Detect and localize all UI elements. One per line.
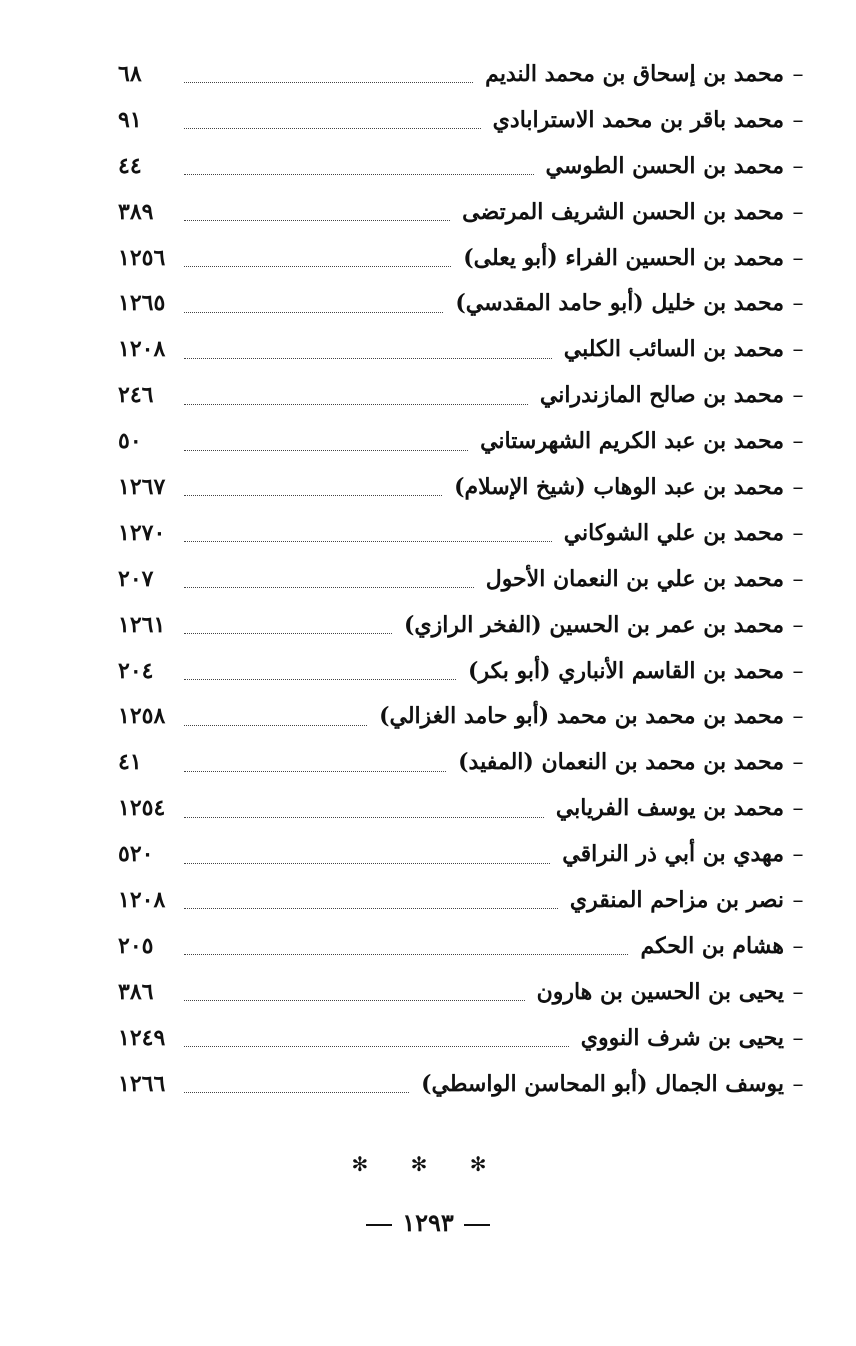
entry-name: مهدي بن أبي ذر النراقي	[562, 841, 784, 868]
dot-leader	[184, 725, 367, 726]
entry-name: محمد بن القاسم الأنباري (أبو بكر)	[468, 657, 784, 684]
entry-page-number: ١٢٠٨	[118, 336, 166, 363]
index-entry	[118, 1062, 808, 1108]
entry-page-number: ٦٨	[118, 61, 142, 87]
entry-name: محمد بن الحسن الشريف المرتضى	[462, 198, 784, 225]
entry-page-number: ٥٠	[118, 428, 142, 455]
entry-page-number: ١٢٥٦	[118, 244, 166, 271]
entry-name: يحيى بن شرف النووي	[580, 1024, 784, 1051]
entry-page-number: ١٢٥٤	[118, 795, 166, 822]
index-list	[118, 52, 808, 1107]
entry-name: محمد بن علي بن النعمان الأحول	[485, 565, 784, 592]
dot-leader	[184, 908, 558, 909]
entry-name: محمد بن السائب الكلبي	[563, 336, 784, 363]
entry-page-number: ١٢٧٠	[118, 519, 166, 546]
entry-dash: –	[792, 291, 804, 317]
dot-leader	[184, 266, 451, 267]
entry-name: هشام بن الحكم	[640, 932, 784, 959]
dot-leader	[184, 587, 474, 588]
dot-leader	[184, 450, 468, 451]
folio-rule-left	[366, 1224, 392, 1226]
page-number-footer	[0, 1208, 856, 1237]
dot-leader	[184, 128, 481, 129]
entry-name: محمد بن يوسف الفريابي	[555, 795, 784, 822]
dot-leader	[184, 863, 550, 864]
dot-leader	[184, 1046, 569, 1047]
index-entry	[118, 144, 808, 190]
entry-page-number: ١٢٦٦	[118, 1070, 166, 1097]
entry-name: محمد بن خليل (أبو حامد المقدسي)	[455, 290, 784, 317]
entry-dash: –	[792, 520, 804, 546]
entry-dash: –	[792, 842, 804, 868]
entry-page-number: ٢٠٤	[118, 657, 154, 684]
dot-leader	[184, 404, 528, 405]
entry-dash: –	[792, 750, 804, 776]
dot-leader	[184, 82, 473, 83]
index-entry	[118, 1016, 808, 1062]
index-entry	[118, 924, 808, 970]
entry-name: محمد بن الحسين الفراء (أبو يعلى)	[463, 244, 784, 271]
page-number: ١٢٩٣	[402, 1208, 454, 1237]
dot-leader	[184, 633, 392, 634]
entry-dash: –	[792, 658, 804, 684]
entry-dash: –	[792, 429, 804, 455]
entry-dash: –	[792, 566, 804, 592]
entry-name: محمد باقر بن محمد الاسترابادي	[492, 106, 784, 133]
section-ornament: ✻ ✻ ✻	[351, 1152, 505, 1176]
entry-page-number: ١٢٥٨	[118, 703, 166, 730]
entry-page-number: ٥٢٠	[118, 841, 154, 868]
index-entry	[118, 373, 808, 419]
index-entry	[118, 970, 808, 1016]
index-entry	[118, 419, 808, 465]
entry-page-number: ٤١	[118, 749, 142, 776]
index-entry	[118, 511, 808, 557]
entry-page-number: ٩١	[118, 106, 142, 133]
entry-dash: –	[792, 933, 804, 959]
entry-page-number: ٢٠٧	[118, 565, 154, 592]
entry-dash: –	[792, 796, 804, 822]
entry-dash: –	[792, 62, 804, 87]
entry-name: محمد بن محمد بن النعمان (المفيد)	[458, 749, 784, 776]
entry-page-number: ١٢٠٨	[118, 887, 166, 914]
entry-dash: –	[792, 337, 804, 363]
entry-name: محمد بن إسحاق بن محمد النديم	[485, 61, 784, 87]
index-entry	[118, 832, 808, 878]
entry-dash: –	[792, 612, 804, 638]
entry-page-number: ٤٤	[118, 152, 142, 179]
entry-dash: –	[792, 153, 804, 179]
entry-page-number: ١٢٦٧	[118, 474, 166, 501]
index-entry	[118, 557, 808, 603]
index-entry	[118, 327, 808, 373]
entry-page-number: ٢٤٦	[118, 382, 154, 409]
index-entry	[118, 649, 808, 695]
index-entry	[118, 694, 808, 740]
index-entry	[118, 786, 808, 832]
entry-page-number: ١٢٦١	[118, 611, 166, 638]
dot-leader	[184, 541, 552, 542]
dot-leader	[184, 771, 446, 772]
entry-name: يوسف الجمال (أبو المحاسن الواسطي)	[421, 1070, 784, 1097]
dot-leader	[184, 679, 456, 680]
entry-page-number: ٢٠٥	[118, 932, 154, 959]
dot-leader	[184, 817, 544, 818]
folio-rule-right	[464, 1224, 490, 1226]
entry-page-number: ١٢٦٥	[118, 290, 166, 317]
index-entry	[118, 98, 808, 144]
index-entry	[118, 190, 808, 236]
entry-name: محمد بن محمد بن محمد (أبو حامد الغزالي)	[379, 703, 784, 730]
index-entry	[118, 465, 808, 511]
dot-leader	[184, 174, 534, 175]
dot-leader	[184, 495, 442, 496]
entry-dash: –	[792, 475, 804, 501]
index-entry	[118, 52, 808, 98]
entry-page-number: ١٢٤٩	[118, 1024, 166, 1051]
dot-leader	[184, 358, 552, 359]
dot-leader	[184, 954, 628, 955]
entry-page-number: ٣٨٦	[118, 978, 154, 1005]
dot-leader	[184, 312, 443, 313]
entry-name: محمد بن عبد الوهاب (شيخ الإسلام)	[454, 474, 784, 501]
dot-leader	[184, 1092, 409, 1093]
entry-dash: –	[792, 245, 804, 271]
entry-name: محمد بن صالح المازندراني	[539, 382, 784, 409]
entry-name: محمد بن الحسن الطوسي	[545, 152, 784, 179]
index-entry	[118, 603, 808, 649]
entry-dash: –	[792, 383, 804, 409]
index-entry	[118, 740, 808, 786]
index-entry	[118, 878, 808, 924]
index-entry	[118, 236, 808, 282]
entry-name: يحيى بن الحسين بن هارون	[536, 978, 784, 1005]
dot-leader	[184, 220, 450, 221]
entry-dash: –	[792, 1025, 804, 1051]
entry-name: محمد بن علي الشوكاني	[563, 519, 784, 546]
entry-dash: –	[792, 979, 804, 1005]
entry-dash: –	[792, 107, 804, 133]
entry-page-number: ٣٨٩	[118, 198, 154, 225]
entry-dash: –	[792, 704, 804, 730]
entry-dash: –	[792, 1071, 804, 1097]
entry-dash: –	[792, 199, 804, 225]
index-entry	[118, 281, 808, 327]
entry-name: نصر بن مزاحم المنقري	[569, 887, 784, 914]
entry-dash: –	[792, 888, 804, 914]
entry-name: محمد بن عمر بن الحسين (الفخر الرازي)	[404, 611, 784, 638]
entry-name: محمد بن عبد الكريم الشهرستاني	[480, 428, 784, 455]
dot-leader	[184, 1000, 525, 1001]
